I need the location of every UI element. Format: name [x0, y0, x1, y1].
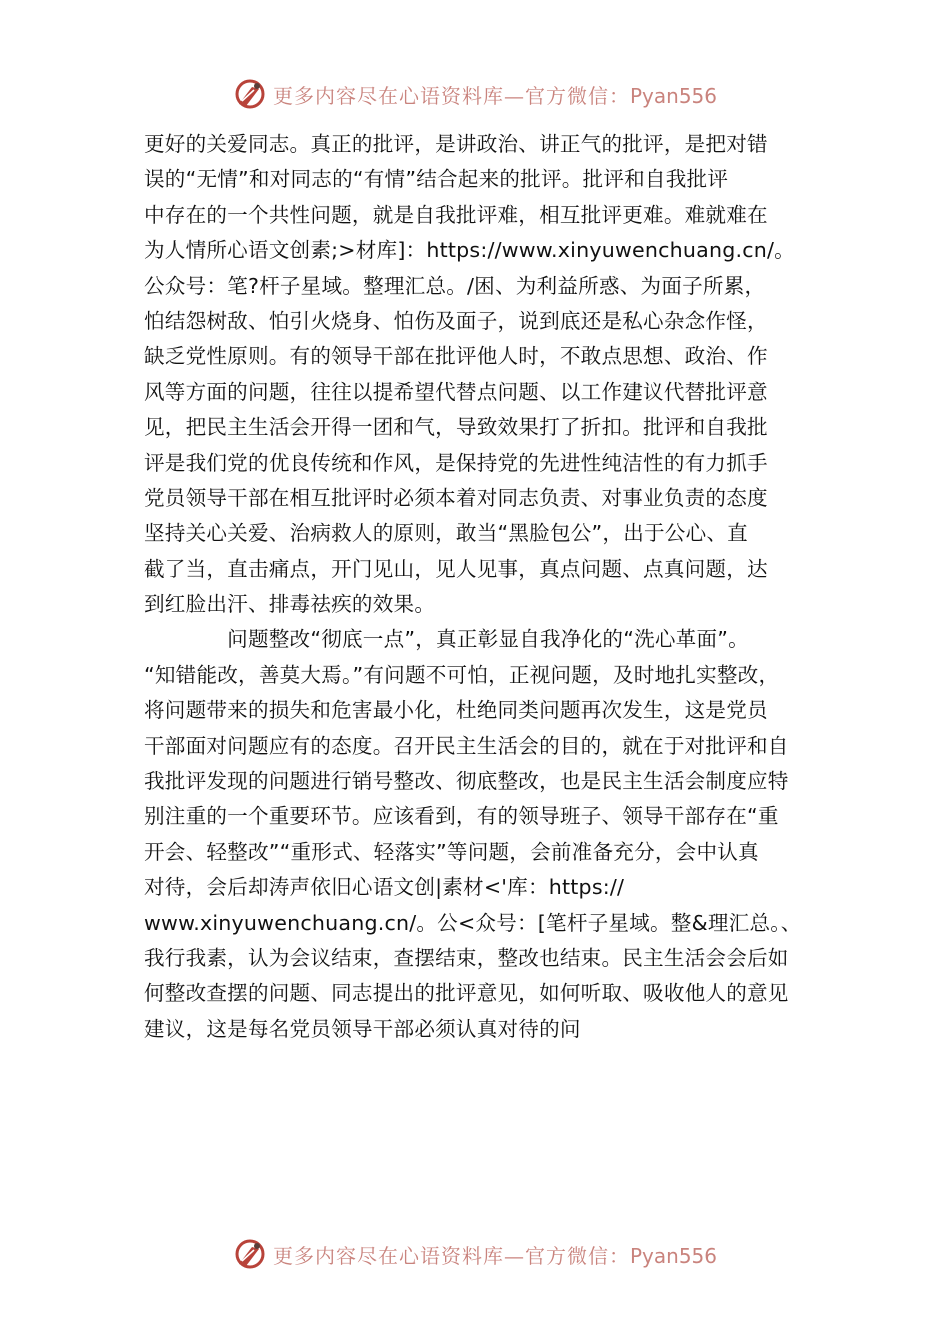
footer-banner-label: 更多内容尽在心语资料库—官方微信：: [272, 1243, 630, 1268]
footer-banner: [0, 1232, 950, 1276]
body-line: www.xinyuwenchuang.cn/。公<众号：[笔杆子星域。整&理汇总。、: [144, 910, 802, 935]
footer-banner-text: [273, 1240, 717, 1269]
body-line: 更好的关爱同志。真正的批评，是讲政治、讲正气的批评，是把对错: [144, 132, 768, 156]
body-line: 公众号：笔?杆子星域。整理汇总。/困、为利益所惑、为面子所累，: [144, 273, 766, 298]
body-line: 缺乏党性原则。有的领导干部在批评他人时，不敢点思想、政治、作: [144, 344, 768, 369]
body-line: 风等方面的问题，往往以提希望代替点问题、以工作建议代替批评意: [144, 379, 768, 404]
footer-banner-code: Pyan556: [629, 1243, 717, 1268]
header-banner: [0, 72, 950, 116]
body-line: 截了当，直击痛点，开门见山，见人见事，真点问题、点真问题，达: [144, 556, 768, 581]
document-body: [144, 127, 834, 1047]
body-line: 问题整改“彻底一点”，真正彰显自我净化的“洗心革面”。: [144, 627, 749, 652]
body-line: 为人情所心语文创素;>材库]：https://www.xinyuwenchuang.cn/。: [144, 238, 795, 263]
body-line: 评是我们党的优良传统和作风，是保持党的先进性纯洁性的有力抓手: [144, 450, 768, 475]
body-line: 到红脸出汗、排毒祛疾的效果。: [144, 592, 436, 617]
body-line: 对待，会后却涛声依旧心语文创|素材<'库：https://: [144, 875, 625, 900]
header-banner-text: [273, 80, 717, 109]
logo-icon: [233, 77, 267, 111]
body-line: 干部面对问题应有的态度。召开民主生活会的目的，就在于对批评和自: [144, 733, 789, 758]
body-line: 开会、轻整改”“重形式、轻落实”等问题，会前准备充分，会中认真: [144, 839, 759, 864]
body-line: 别注重的一个重要环节。应该看到，有的领导班子、领导干部存在“重: [144, 804, 779, 829]
body-line: 将问题带来的损失和危害最小化，杜绝同类问题再次发生，这是党员: [144, 698, 768, 723]
body-line: 坚持关心关爱、治病救人的原则，敢当“黑脸包公”，出于公心、直: [144, 521, 748, 546]
body-line: 我行我素，认为会议结束，查摆结束，整改也结束。民主生活会会后如: [144, 945, 789, 970]
body-line: 见，把民主生活会开得一团和气，导致效果打了折扣。批评和自我批: [144, 415, 768, 440]
footer-banner-inner: [233, 1237, 717, 1271]
header-banner-label: 更多内容尽在心语资料库—官方微信：: [272, 83, 630, 108]
body-line: 怕结怨树敌、怕引火烧身、怕伤及面子，说到底还是私心杂念作怪，: [144, 308, 768, 333]
body-line: 我批评发现的问题进行销号整改、彻底整改，也是民主生活会制度应特: [144, 769, 789, 794]
header-banner-code: Pyan556: [629, 83, 717, 108]
header-banner-inner: [233, 77, 717, 111]
body-line: 中存在的一个共性问题，就是自我批评难，相互批评更难。难就难在: [144, 202, 768, 227]
body-line: “知错能改，善莫大焉。”有问题不可怕，正视问题，及时地扎实整改，: [144, 662, 780, 687]
body-line: 建议，这是每名党员领导干部必须认真对待的问: [144, 1016, 581, 1041]
logo-icon: [233, 1237, 267, 1271]
body-line: 何整改查摆的问题、同志提出的批评意见，如何听取、吸收他人的意见: [144, 981, 789, 1006]
body-line: 误的“无情”和对同志的“有情”结合起来的批评。批评和自我批评: [144, 167, 729, 192]
body-line: 党员领导干部在相互批评时必须本着对同志负责、对事业负责的态度: [144, 485, 768, 510]
